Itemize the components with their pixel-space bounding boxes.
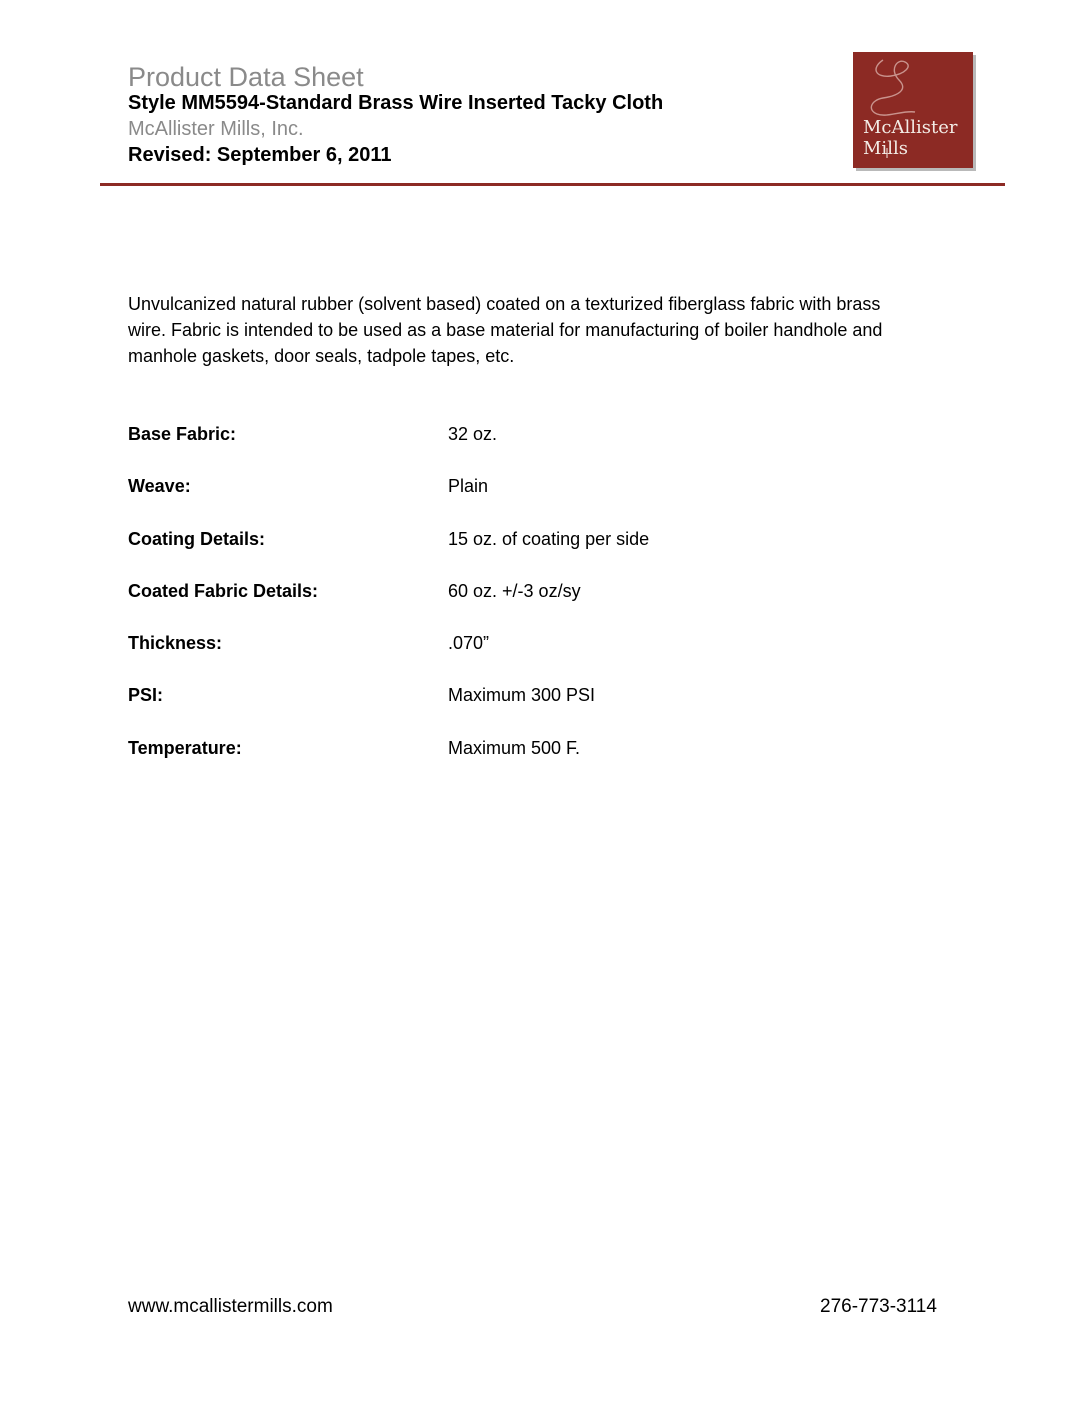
company-name: McAllister Mills, Inc. xyxy=(128,118,304,140)
spec-row-coating-details xyxy=(128,529,928,581)
spec-value: 60 oz. +/-3 oz/sy xyxy=(448,580,581,601)
spec-row-coated-fabric-details xyxy=(128,581,928,633)
spec-value: Maximum 500 F. xyxy=(448,737,581,758)
logo-line-1: McAllister xyxy=(863,117,958,138)
spec-label: Coated Fabric Details: xyxy=(128,580,319,601)
spec-value: 32 oz. xyxy=(448,424,498,444)
product-description: Unvulcanized natural rubber (solvent based) coated on a texturized fiberglass fabric with brass wire. Fabric is intended to be used as a base material for manufacturing of boiler handhole and manhole gaskets, door seals, tadpole tapes, etc. xyxy=(128,294,883,366)
footer-phone: 276-773-3114 xyxy=(820,1296,937,1317)
spec-row-base-fabric xyxy=(128,424,928,476)
revision-date: Revised: September 6, 2011 xyxy=(128,144,392,166)
spec-row-psi xyxy=(128,685,928,737)
footer-website: www.mcallistermills.com xyxy=(128,1296,333,1317)
spec-label: Temperature: xyxy=(128,737,242,758)
product-style-title: Style MM5594-Standard Brass Wire Inserted Tacky Cloth xyxy=(128,92,664,114)
spec-label: Weave: xyxy=(128,476,191,497)
spec-value: Maximum 300 PSI xyxy=(448,685,596,706)
spec-label: Base Fabric: xyxy=(128,424,237,444)
spec-value: 15 oz. of coating per side xyxy=(448,528,650,549)
logo-wordmark xyxy=(863,117,958,159)
company-logo xyxy=(853,52,975,170)
spec-value: .070” xyxy=(448,633,490,654)
spec-row-thickness xyxy=(128,633,928,685)
spec-label: Thickness: xyxy=(128,633,223,654)
logo-line-2: Mills xyxy=(863,138,908,159)
spec-label: PSI: xyxy=(128,685,164,706)
header-divider xyxy=(100,183,1005,186)
spec-row-weave xyxy=(128,476,928,528)
spec-row-temperature xyxy=(128,738,928,790)
spec-label: Coating Details: xyxy=(128,528,266,549)
spec-value: Plain xyxy=(448,476,489,497)
document-type-title: Product Data Sheet xyxy=(128,62,364,92)
specifications-table xyxy=(128,424,928,790)
document-header xyxy=(128,62,888,168)
